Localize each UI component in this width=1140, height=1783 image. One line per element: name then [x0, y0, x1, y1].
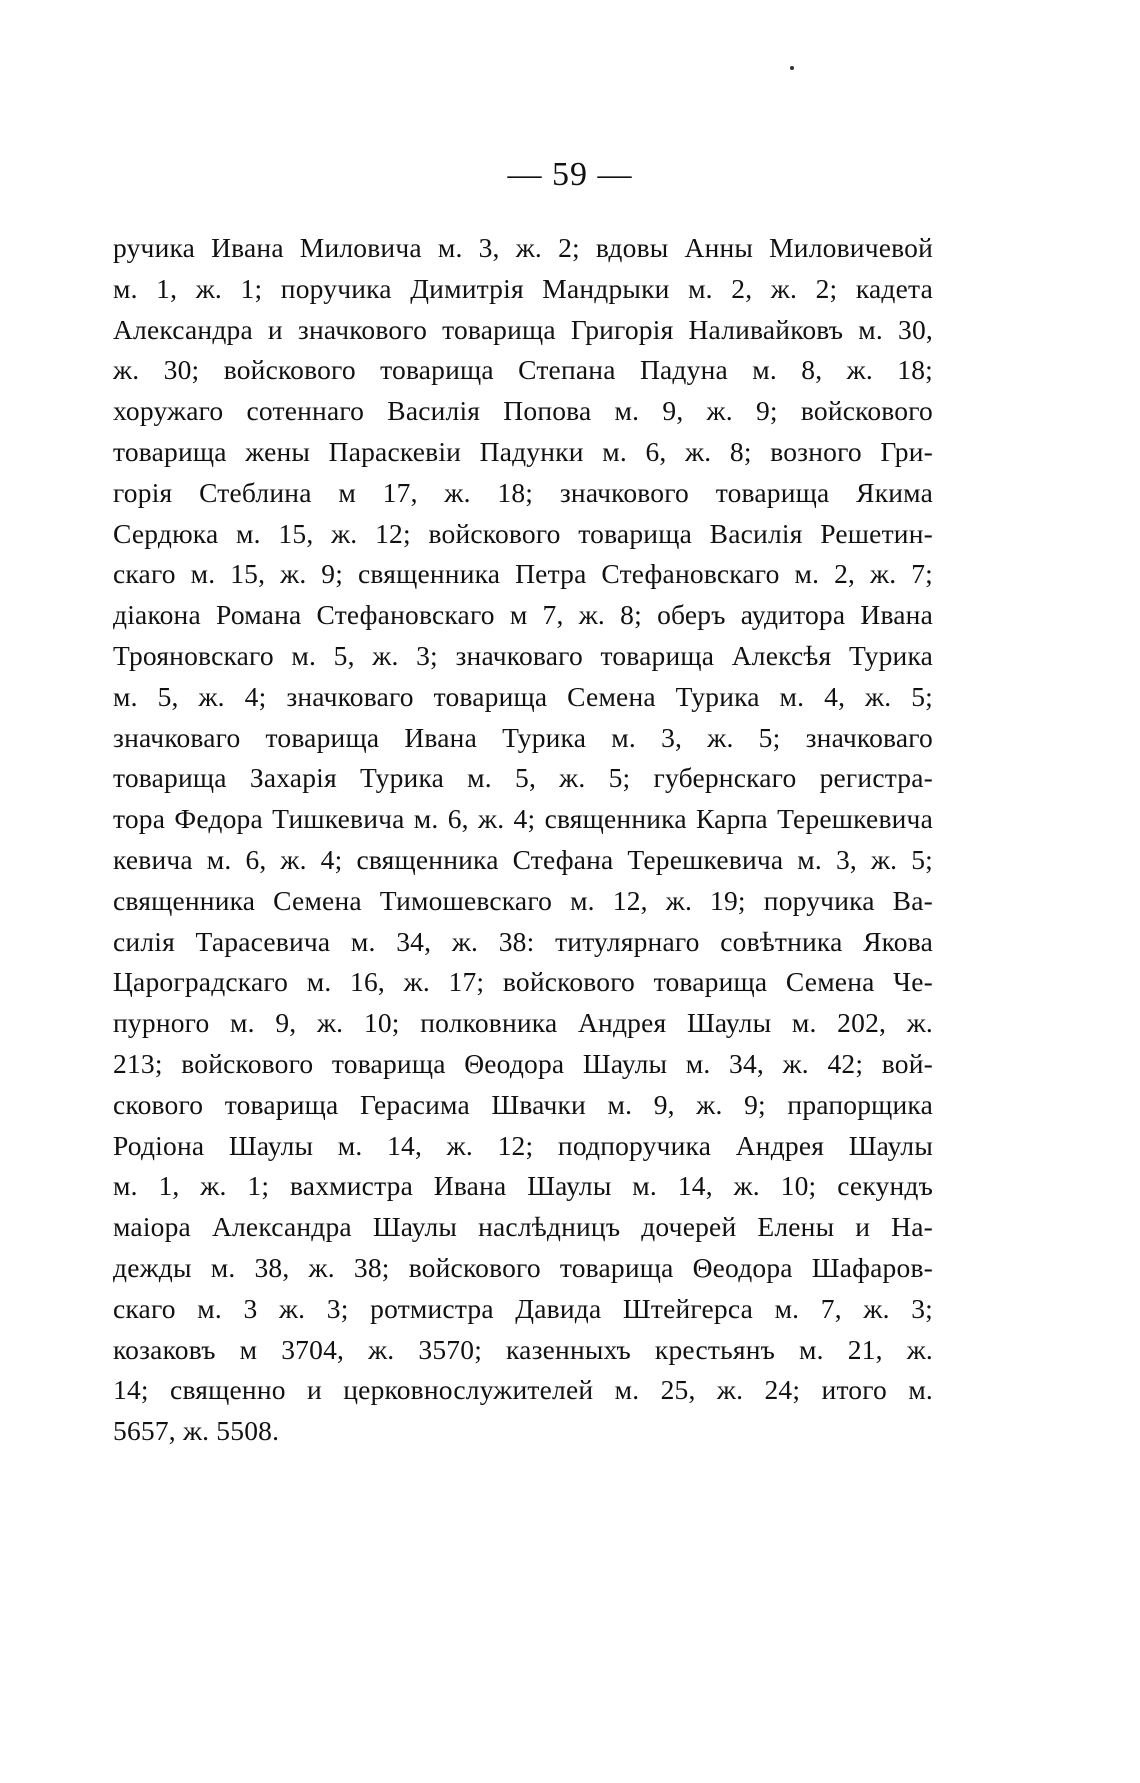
- text-line: 213; войскового товарища Θеодора Шаулы м. 34, ж. 42; вой-: [113, 1047, 933, 1079]
- text-line: кевича м. 6, ж. 4; священника Стефана Терешкевича м. 3, ж. 5;: [113, 843, 933, 875]
- text-line: м. 1, ж. 1; поручика Димитрія Мандрыки м. 2, ж. 2; кадета: [113, 272, 933, 304]
- text-line: значковаго товарища Ивана Турика м. 3, ж. 5; значковаго: [113, 721, 933, 753]
- text-line: м. 5, ж. 4; значковаго товарища Семена Турика м. 4, ж. 5;: [113, 680, 933, 712]
- text-line: 14; священно и церковнослужителей м. 25, ж. 24; итого м.: [113, 1374, 933, 1406]
- text-line: Цароградскаго м. 16, ж. 17; войскового товарища Семена Че-: [113, 966, 933, 998]
- text-line: силія Тарасевича м. 34, ж. 38: титулярнаго совѣтника Якова: [113, 925, 933, 957]
- text-line: хоружаго сотеннаго Василія Попова м. 9, ж. 9; войскового: [113, 395, 933, 427]
- text-line: Трояновскаго м. 5, ж. 3; значковаго товарища Алексѣя Турика: [113, 639, 933, 671]
- print-speck: [790, 66, 794, 70]
- page-number: — 59 —: [507, 156, 633, 193]
- text-line: ручика Ивана Миловича м. 3, ж. 2; вдовы Анны Миловичевой: [113, 232, 933, 263]
- text-line: скового товарища Герасима Швачки м. 9, ж. 9; прапорщика: [113, 1088, 933, 1120]
- text-line: ж. 30; войскового товарища Степана Падуна м. 8, ж. 18;: [113, 354, 933, 386]
- text-line: козаковъ м 3704, ж. 3570; казенныхъ крестьянъ м. 21, ж.: [113, 1333, 933, 1365]
- text-line: товарища жены Параскевіи Падунки м. 6, ж. 8; возного Гри-: [113, 435, 933, 467]
- text-line: маіора Александра Шаулы наслѣдницъ дочерей Елены и На-: [113, 1211, 933, 1243]
- text-line: священника Семена Тимошевскаго м. 12, ж. 19; поручика Ва-: [113, 884, 933, 916]
- text-line: товарища Захарія Турика м. 5, ж. 5; губернскаго регистра-: [113, 762, 933, 794]
- text-line: діакона Романа Стефановскаго м 7, ж. 8; оберъ аудитора Ивана: [113, 599, 933, 631]
- text-line: тора Федора Тишкевича м. 6, ж. 4; священника Карпа Терешкевича: [113, 803, 933, 835]
- text-line: скаго м. 15, ж. 9; священника Петра Стефановскаго м. 2, ж. 7;: [113, 558, 933, 590]
- text-line: Родіона Шаулы м. 14, ж. 12; подпоручика Андрея Шаулы: [113, 1129, 933, 1161]
- text-line: м. 1, ж. 1; вахмистра Ивана Шаулы м. 14, ж. 10; секундъ: [113, 1170, 933, 1202]
- text-line: горія Стеблина м 17, ж. 18; значкового товарища Якима: [113, 476, 933, 508]
- text-line: Александра и значкового товарища Григорія Наливайковъ м. 30,: [113, 313, 933, 345]
- text-line: 5657, ж. 5508.: [113, 1415, 280, 1447]
- text-line: скаго м. 3 ж. 3; ротмистра Давида Штейгерса м. 7, ж. 3;: [113, 1292, 933, 1324]
- text-line: Сердюка м. 15, ж. 12; войскового товарища Василія Решетин-: [113, 517, 933, 549]
- text-line: дежды м. 38, ж. 38; войскового товарища Θеодора Шафаров-: [113, 1251, 933, 1283]
- body-text: [113, 228, 933, 1452]
- text-line: пурного м. 9, ж. 10; полковника Андрея Шаулы м. 202, ж.: [113, 1007, 933, 1039]
